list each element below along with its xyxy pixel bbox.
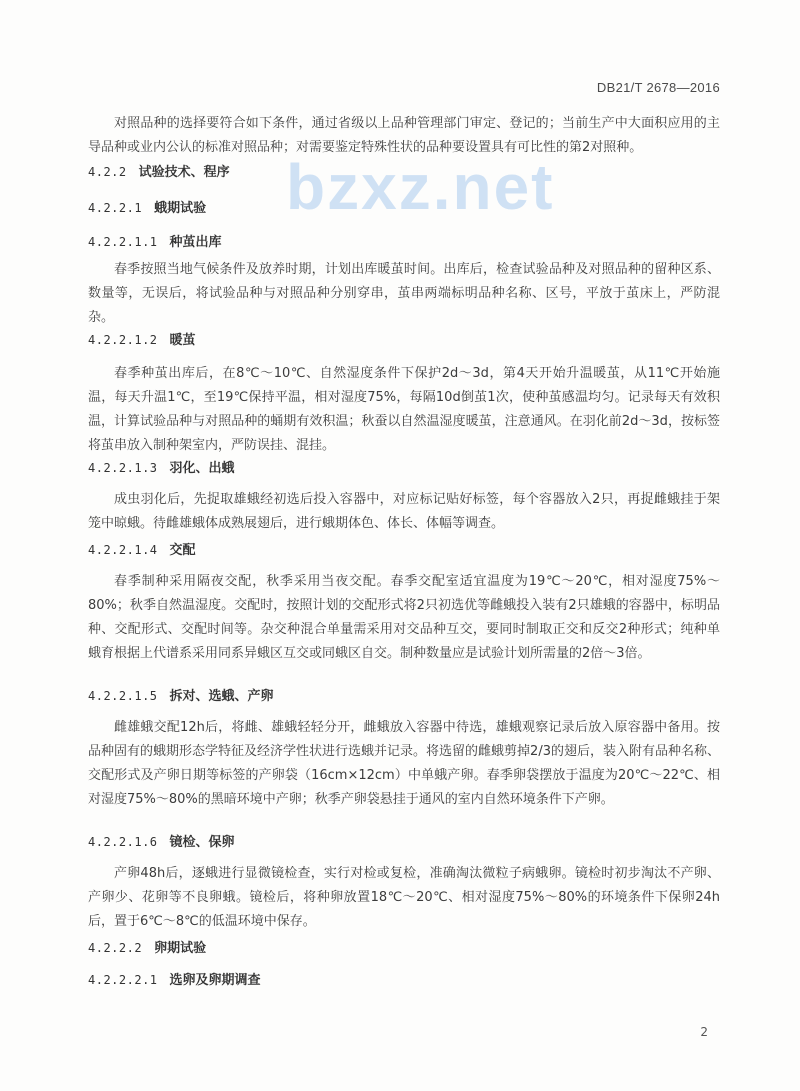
section-number: 4.2.2 [88,165,127,179]
section-number: 4.2.2.1.6 [88,835,158,849]
section-title: 种茧出库 [169,235,222,250]
section-heading-4-2-2-2-1 [88,970,261,991]
section-heading-4-2-2 [88,162,230,183]
section-number: 4.2.2.2.1 [88,973,158,987]
paragraph-text: 春季种茧出库后，在8℃～10℃、自然湿度条件下保护2d～3d，第4天开始升温暖茧，从11℃开始施温，每天升温1℃，至19℃保持平温，相对湿度75%，每隔10d倒茧1次，使种茧感温均匀。记录每天有效积温，计算试验品种与对照品种的蛹期有效积温；秋蚕以自然温湿度暖茧，注意通风。在羽化前2d～3d，按标签将茧串放入制种架室内，严防误挂、混挂。 [88,366,720,453]
section-title: 镜检、保卵 [169,835,235,850]
section-heading-4-2-2-1-5 [88,686,274,707]
paragraph-emergence [88,488,720,536]
document-code: DB21/T 2678—2016 [596,80,720,95]
section-number: 4.2.2.1.5 [88,689,158,703]
section-number: 4.2.2.1.3 [88,461,158,475]
paragraph-text: 成虫羽化后，先捉取雄蛾经初选后投入容器中，对应标记贴好标签，每个容器放入2只，再捉雌蛾挂于架笼中晾蛾。待雌雄蛾体成熟展翅后，进行蛾期体色、体长、体幅等调查。 [88,492,720,531]
section-heading-4-2-2-1-4 [88,540,196,561]
paragraph-text: 雌雄蛾交配12h后，将雌、雄蛾轻轻分开，雌蛾放入容器中待选，雄蛾观察记录后放入原容器中备用。按品种固有的蛾期形态学特征及经济学性状进行选蛾并记录。将选留的雌蛾剪掉2/3的翅后，装入附有品种名称、交配形式及产卵日期等标签的产卵袋（16cm×12cm）中单蛾产卵。春季卵袋摆放于温度为20℃～22℃、相对湿度75%～80%的黑暗环境中产卵；秋季产卵袋悬挂于通风的室内自然环境条件下产卵。 [88,720,720,807]
paragraph-mating [88,570,720,666]
section-title: 卵期试验 [154,941,207,956]
watermark: bzxz.net [286,151,555,223]
section-title: 蛾期试验 [154,201,207,216]
paragraph-microscopy [88,862,720,934]
paragraph-moth-selection [88,716,720,812]
section-title: 羽化、出蛾 [169,461,235,476]
section-title: 交配 [169,543,196,558]
section-title: 暖茧 [169,333,196,348]
section-number: 4.2.2.1.1 [88,235,158,249]
section-heading-4-2-2-1-6 [88,832,235,853]
section-heading-4-2-2-1-2 [88,330,196,351]
paragraph-text: 春季制种采用隔夜交配，秋季采用当夜交配。春季交配室适宜温度为19℃～20℃，相对湿度75%～80%；秋季自然温湿度。交配时，按照计划的交配形式将2只初选优等雌蛾投入装有2只雄蛾的容器中，标明品种、交配形式、交配时间等。杂交种混合单量需采用对交品种互交，要同时制取正交和反交2种形式；纯种单蛾育根据上代谱系采用同系异蛾区互交或同蛾区自交。制种数量应是试验计划所需量的2倍～3倍。 [88,574,720,661]
section-heading-4-2-2-1-3 [88,458,235,479]
section-title: 选卵及卵期调查 [169,973,261,988]
section-number: 4.2.2.1 [88,201,143,215]
paragraph-cocoon-release [88,258,720,330]
paragraph-text: 产卵48h后，逐蛾进行显微镜检查，实行对检或复检，准确淘汰微粒子病蛾卵。镜检时初步淘汰不产卵、产卵少、花卵等不良卵蛾。镜检后，将种卵放置18℃～20℃、相对湿度75%～80%的环境条件下保卵24h后，置于6℃～8℃的低温环境中保存。 [88,866,720,929]
page-number: 2 [700,1025,708,1039]
paragraph-warming-cocoon [88,362,720,458]
section-title: 拆对、选蛾、产卵 [169,689,274,704]
section-heading-4-2-2-2 [88,938,206,959]
section-number: 4.2.2.1.2 [88,333,158,347]
section-heading-4-2-2-1 [88,198,206,219]
paragraph-control-variety [88,112,720,160]
paragraph-text: 对照品种的选择要符合如下条件，通过省级以上品种管理部门审定、登记的；当前生产中大面积应用的主导品种或业内公认的标准对照品种；对需要鉴定特殊性状的品种要设置具有可比性的第2对照种。 [88,116,720,155]
section-number: 4.2.2.2 [88,941,143,955]
section-title: 试验技术、程序 [138,165,230,180]
section-heading-4-2-2-1-1 [88,232,222,253]
section-number: 4.2.2.1.4 [88,543,158,557]
paragraph-text: 春季按照当地气候条件及放养时期，计划出库暖茧时间。出库后，检查试验品种及对照品种的留种区系、数量等，无误后，将试验品种与对照品种分别穿串，茧串两端标明品种名称、区号，平放于茧床上，严防混杂。 [88,262,720,325]
